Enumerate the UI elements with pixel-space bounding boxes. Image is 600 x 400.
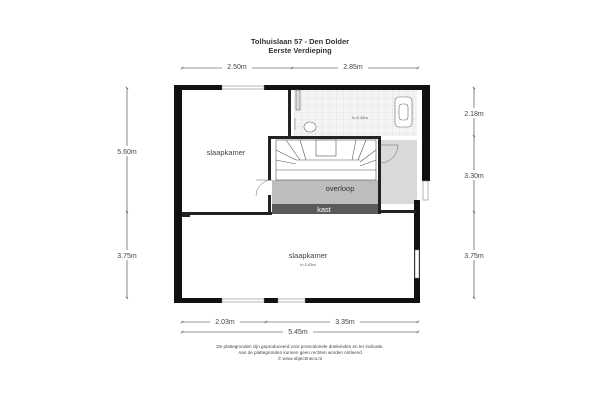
dim-bottom-right: 3.35m (335, 319, 355, 326)
disclaimer-line-2: Aan de plattegronden kunnen geen rechten worden ontleend (238, 350, 362, 355)
dim-top-left: 2.50m (227, 64, 247, 71)
dim-top-right: 2.85m (343, 64, 363, 71)
dim-bottom-left: 2.03m (215, 319, 235, 326)
copyright-line: © www.objectmeco.nl (278, 356, 322, 361)
height-note-bedroom-lower: h=2.63m (300, 262, 316, 267)
room-label-bedroom-lower: slaapkamer (288, 251, 328, 260)
room-label-closet: kast (317, 205, 331, 214)
dim-right-lower: 3.75m (464, 253, 484, 260)
room-label-landing: overloop (325, 184, 355, 193)
dim-right-middle: 3.30m (464, 173, 484, 180)
hallway-area (380, 140, 417, 204)
plan-title-floor: Eerste Verdieping (268, 46, 332, 55)
plan-title-address: Tolhuislaan 57 - Den Dolder (250, 37, 350, 46)
dim-right-top: 2.18m (464, 111, 484, 118)
disclaimer-line-1: De plattegronden zijn geproduceerd voor promotionele doeleinden en ter indicatie. (216, 344, 384, 349)
staircase (276, 140, 376, 180)
dim-bottom-total: 5.45m (288, 329, 308, 336)
room-label-bedroom-upper: slaapkamer (206, 148, 246, 157)
dim-left-lower: 3.75m (117, 253, 137, 260)
height-note-bathroom: h=2.45m (352, 115, 368, 120)
dim-left-upper: 5.60m (117, 149, 137, 156)
